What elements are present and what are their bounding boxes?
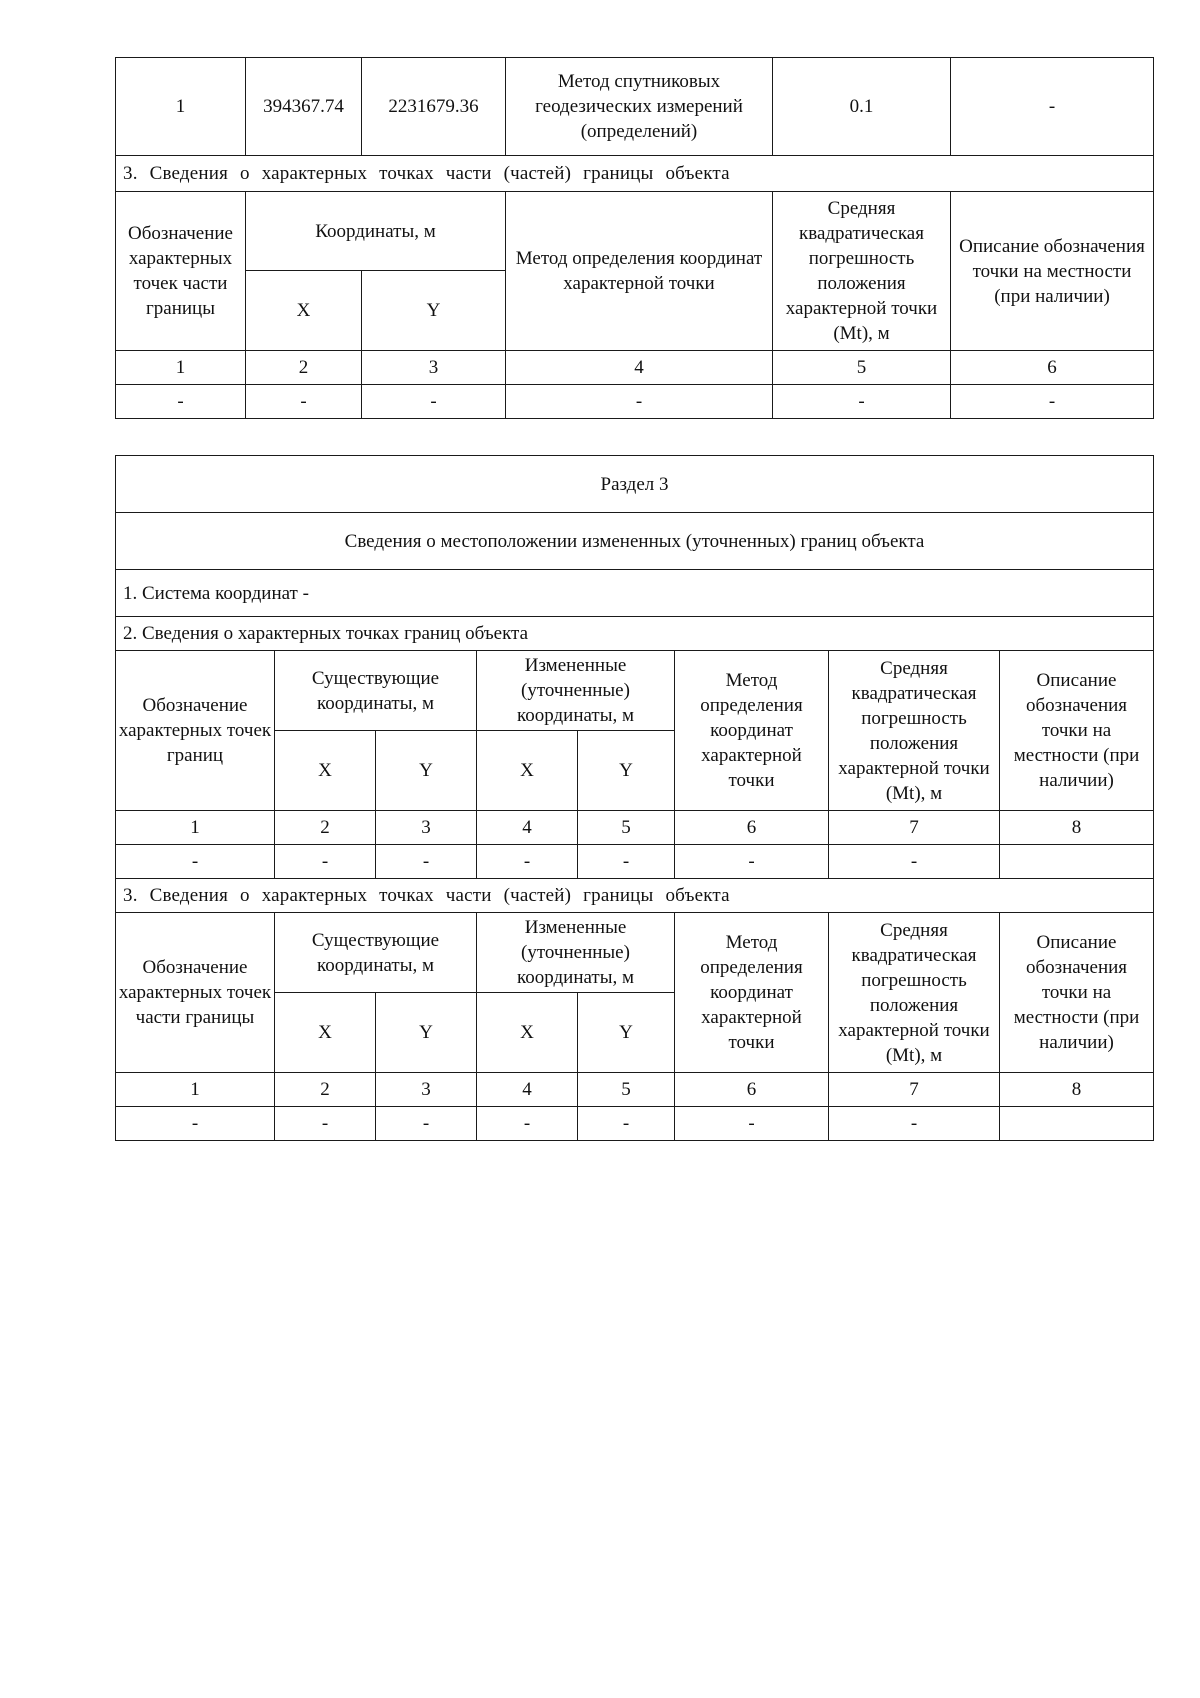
col-number: 4 — [477, 811, 578, 845]
cell: - — [246, 385, 362, 419]
table-row — [116, 58, 1154, 156]
cell: - — [376, 845, 477, 879]
cell: - — [362, 385, 506, 419]
header-designation: Обозначение характерных точек части границы — [116, 192, 246, 351]
header-y: Y — [578, 731, 675, 811]
header-existing-coords: Существующие координаты, м — [275, 651, 477, 731]
col-number: 3 — [362, 351, 506, 385]
section-title: 3. Сведения о характерных точках части (частей) границы объекта — [116, 156, 1154, 192]
col-number: 3 — [376, 811, 477, 845]
header-method: Метод определения координат характерной точки — [675, 913, 829, 1073]
header-method: Метод определения координат характерной точки — [675, 651, 829, 811]
cell: - — [675, 845, 829, 879]
coord-y-value: 2231679.36 — [362, 58, 506, 156]
cell: - — [477, 1107, 578, 1141]
cell: - — [116, 385, 246, 419]
col-number: 5 — [578, 811, 675, 845]
header-error: Средняя квадратическая погрешность положения характерной точки (Mt), м — [829, 651, 1000, 811]
cell: - — [506, 385, 773, 419]
cell: - — [275, 1107, 376, 1141]
cell: - — [275, 845, 376, 879]
col-number: 7 — [829, 1073, 1000, 1107]
table-row — [116, 845, 1154, 879]
header-description: Описание обозначения точки на местности (при наличии) — [1000, 651, 1154, 811]
col-number: 1 — [116, 1073, 275, 1107]
cell — [1000, 1107, 1154, 1141]
header-description: Описание обозначения точки на местности (при наличии) — [951, 192, 1154, 351]
cell: - — [773, 385, 951, 419]
col-number: 8 — [1000, 1073, 1154, 1107]
col-number: 7 — [829, 811, 1000, 845]
header-x: X — [477, 993, 578, 1073]
header-method: Метод определения координат характерной точки — [506, 192, 773, 351]
col-number: 6 — [951, 351, 1154, 385]
header-y: Y — [578, 993, 675, 1073]
header-description: Описание обозначения точки на местности (при наличии) — [1000, 913, 1154, 1073]
header-error: Средняя квадратическая погрешность положения характерной точки (Mt), м — [773, 192, 951, 351]
header-y: Y — [376, 731, 477, 811]
col-number: 2 — [275, 1073, 376, 1107]
col-number: 4 — [477, 1073, 578, 1107]
cell: - — [829, 1107, 1000, 1141]
header-designation: Обозначение характерных точек части границы — [116, 913, 275, 1073]
cell: - — [376, 1107, 477, 1141]
col-number: 5 — [773, 351, 951, 385]
cell — [1000, 845, 1154, 879]
coordinate-system: 1. Система координат - — [116, 570, 1154, 617]
header-x: X — [246, 271, 362, 351]
header-coordinates: Координаты, м — [246, 192, 506, 271]
header-x: X — [275, 731, 376, 811]
header-existing-coords: Существующие координаты, м — [275, 913, 477, 993]
col-number: 6 — [675, 811, 829, 845]
part3-title: 3. Сведения о характерных точках части (частей) границы объекта — [116, 879, 1154, 913]
cell: - — [477, 845, 578, 879]
header-y: Y — [376, 993, 477, 1073]
cell: - — [578, 845, 675, 879]
header-x: X — [275, 993, 376, 1073]
col-number: 2 — [246, 351, 362, 385]
col-number: 8 — [1000, 811, 1154, 845]
header-x: X — [477, 731, 578, 811]
header-error: Средняя квадратическая погрешность положения характерной точки (Mt), м — [829, 913, 1000, 1073]
column-numbers-row — [116, 1073, 1154, 1107]
cell: - — [116, 1107, 275, 1141]
col-number: 2 — [275, 811, 376, 845]
point-number: 1 — [116, 58, 246, 156]
cell: - — [578, 1107, 675, 1141]
error-value: 0.1 — [773, 58, 951, 156]
column-numbers-row — [116, 811, 1154, 845]
section-subtitle: Сведения о местоположении измененных (уточненных) границ объекта — [116, 513, 1154, 570]
part2-title: 2. Сведения о характерных точках границ объекта — [116, 617, 1154, 651]
header-changed-coords: Измененные (уточненные) координаты, м — [477, 651, 675, 731]
section-heading: Раздел 3 — [116, 456, 1154, 513]
header-designation: Обозначение характерных точек границ — [116, 651, 275, 811]
cell: - — [116, 845, 275, 879]
header-y: Y — [362, 271, 506, 351]
cell: - — [829, 845, 1000, 879]
coord-x-value: 394367.74 — [246, 58, 362, 156]
column-numbers-row — [116, 351, 1154, 385]
col-number: 3 — [376, 1073, 477, 1107]
header-changed-coords: Измененные (уточненные) координаты, м — [477, 913, 675, 993]
section-3-table — [115, 455, 1154, 1141]
col-number: 1 — [116, 811, 275, 845]
col-number: 6 — [675, 1073, 829, 1107]
col-number: 5 — [578, 1073, 675, 1107]
cell: - — [951, 385, 1154, 419]
col-number: 1 — [116, 351, 246, 385]
cell: - — [675, 1107, 829, 1141]
table-row — [116, 1107, 1154, 1141]
table-row — [116, 385, 1154, 419]
description-value: - — [951, 58, 1154, 156]
col-number: 4 — [506, 351, 773, 385]
boundary-points-table — [115, 57, 1154, 419]
method-value: Метод спутниковых геодезических измерений (определений) — [506, 58, 773, 156]
